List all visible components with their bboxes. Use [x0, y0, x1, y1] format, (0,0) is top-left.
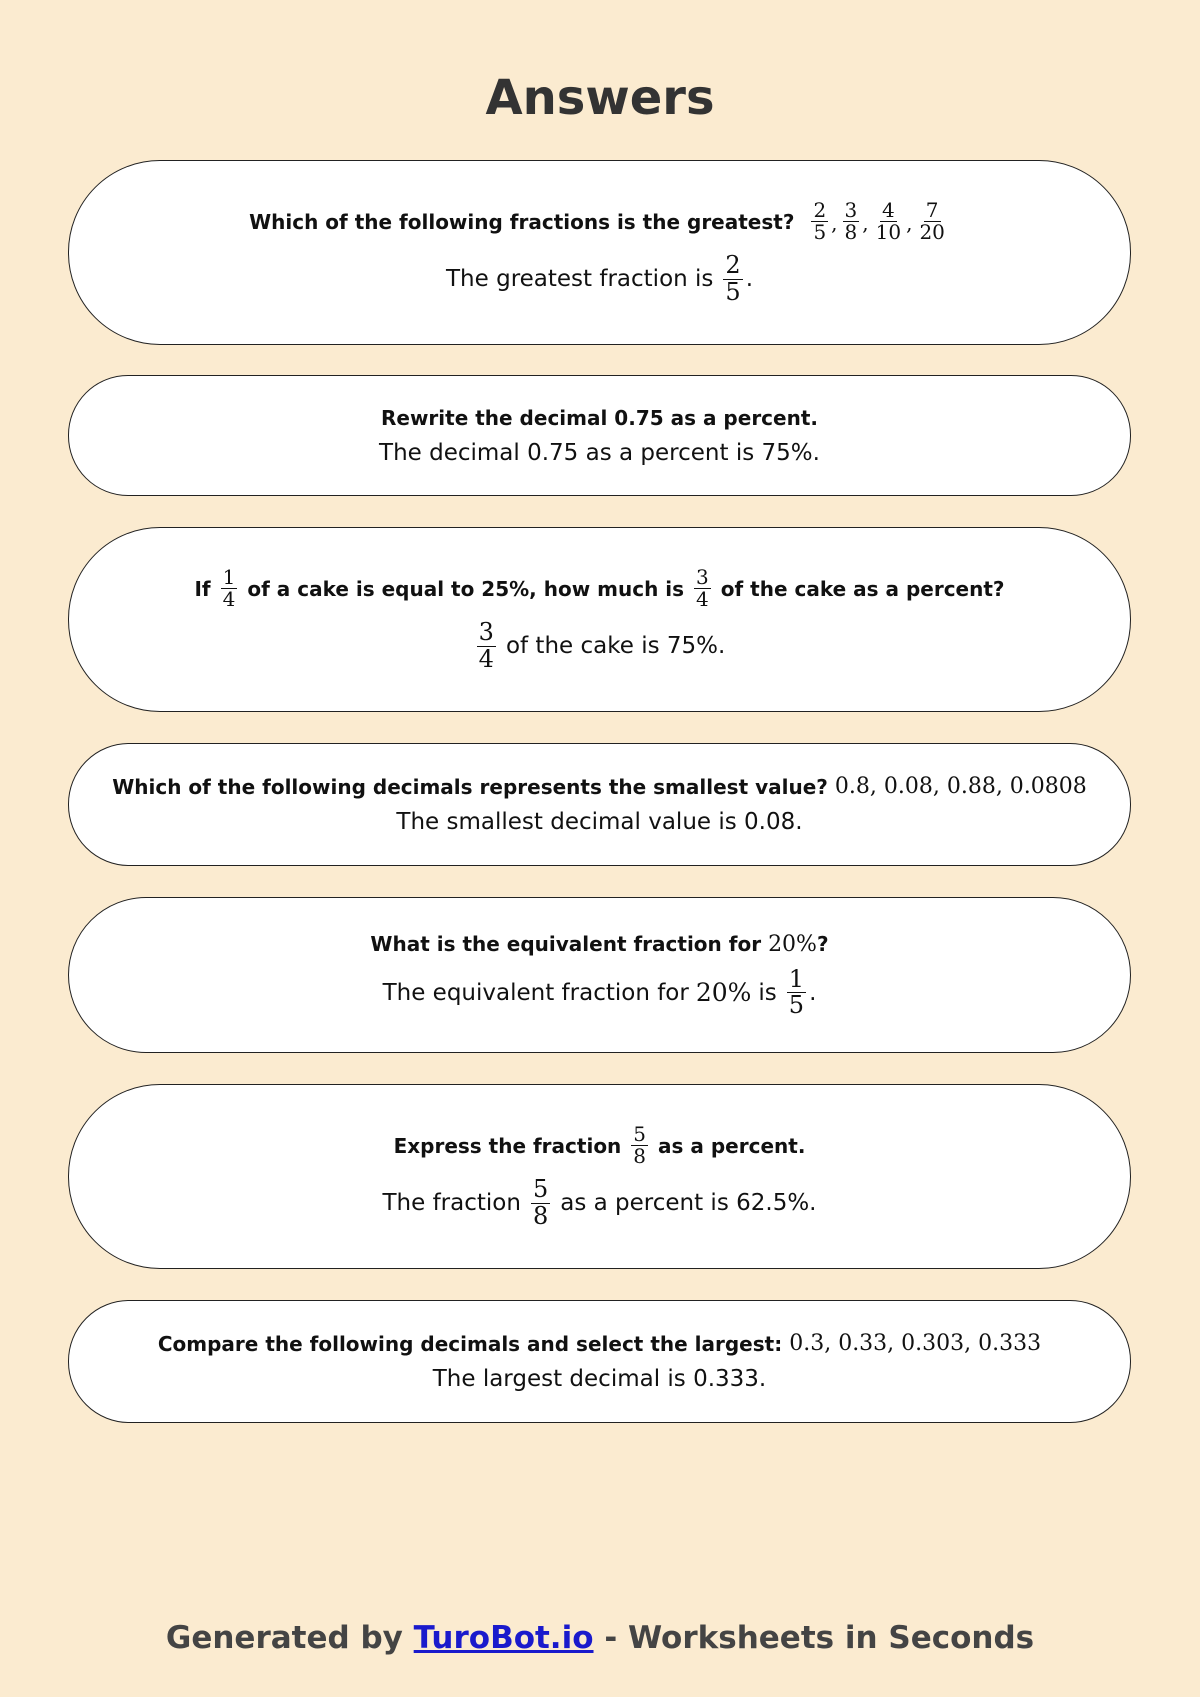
answer-3 — [474, 620, 726, 671]
turobot-link[interactable]: TuroBot.io — [413, 1620, 594, 1656]
answer-2: The decimal 0.75 as a percent is 75%. — [379, 439, 820, 466]
question-2: Rewrite the decimal 0.75 as a percent. — [380, 405, 818, 430]
question-7-values: 0.3, 0.33, 0.303, 0.333 — [789, 1331, 1042, 1356]
question-3-text-a: If — [194, 576, 211, 601]
question-5-text: What is the equivalent fraction for — [370, 932, 762, 957]
page-title: Answers — [485, 70, 715, 126]
answer-5 — [382, 964, 817, 1019]
question-1: Which of the following fractions is the greatest? $\frac{2}{5}$ , $\frac{3}{8}$ , $\frac{4}{10}$ , $\frac{7}{20}$ — [249, 198, 945, 245]
answer-card-4 — [68, 743, 1131, 866]
answer-5-value: 20% — [695, 978, 752, 1007]
answer-5-text-a: The equivalent fraction for — [382, 979, 689, 1006]
answer-6-text-a: The fraction — [382, 1190, 521, 1216]
question-3-text-b: of a cake is equal to 25%, how much is — [247, 576, 685, 601]
answer-card-1 — [68, 160, 1131, 345]
answer-1-period: . — [745, 266, 753, 292]
answer-card-5 — [68, 897, 1131, 1053]
question-3-fraction-1: $\frac{1}{4}$ — [222, 565, 236, 612]
answer-3-fraction: $\frac{3}{4}$ — [478, 618, 494, 673]
question-6 — [394, 1124, 806, 1167]
question-4-values: 0.8, 0.08, 0.88, 0.0808 — [834, 774, 1087, 799]
answer-5-text-b: is — [758, 979, 777, 1006]
answer-1-fraction: $\frac{2}{5}$ — [725, 251, 741, 306]
question-7-text: Compare the following decimals and select the largest: — [157, 1331, 783, 1356]
answer-1-text: The greatest fraction is — [446, 266, 714, 292]
answer-5-period: . — [809, 979, 817, 1006]
footer-prefix: Generated by — [165, 1620, 403, 1656]
answer-card-2 — [68, 375, 1131, 496]
question-4-text: Which of the following decimals represents the smallest value? — [112, 774, 828, 799]
answer-5-fraction: $\frac{1}{5}$ — [788, 964, 805, 1019]
question-5 — [370, 932, 828, 957]
answer-card-7 — [68, 1300, 1131, 1423]
answer-6-text-b: as a percent is 62.5%. — [560, 1190, 817, 1216]
fraction-option-4: $\frac{7}{20}$ — [919, 198, 945, 245]
fraction-option-1: $\frac{2}{5}$ — [813, 198, 827, 245]
question-6-text-b: as a percent. — [658, 1133, 806, 1158]
answer-6 — [383, 1177, 817, 1228]
answer-7: The largest decimal is 0.333. — [432, 1366, 767, 1392]
question-5-value: 20% — [768, 931, 817, 957]
answer-card-6 — [68, 1084, 1131, 1269]
answer-card-3 — [68, 527, 1131, 712]
question-4 — [112, 774, 1087, 799]
question-6-fraction: $\frac{5}{8}$ — [633, 1122, 647, 1169]
answer-6-fraction: $\frac{5}{8}$ — [532, 1175, 549, 1230]
question-3-text-c: of the cake as a percent? — [720, 576, 1005, 601]
question-7 — [158, 1331, 1041, 1356]
answer-1 — [446, 253, 753, 304]
question-6-text-a: Express the fraction — [393, 1133, 622, 1158]
answer-4: The smallest decimal value is 0.08. — [396, 809, 803, 835]
footer — [0, 1614, 1200, 1662]
question-1-text: Which of the following fractions is the greatest? — [249, 209, 795, 234]
fraction-option-3: $\frac{4}{10}$ — [875, 198, 902, 245]
question-3 — [194, 567, 1004, 610]
answer-3-text: of the cake is 75%. — [505, 633, 726, 659]
fraction-option-2: $\frac{3}{8}$ — [844, 198, 858, 245]
footer-suffix: - Worksheets in Seconds — [604, 1620, 1035, 1656]
question-5-mark: ? — [816, 932, 829, 957]
question-3-fraction-2: $\frac{3}{4}$ — [696, 565, 709, 612]
